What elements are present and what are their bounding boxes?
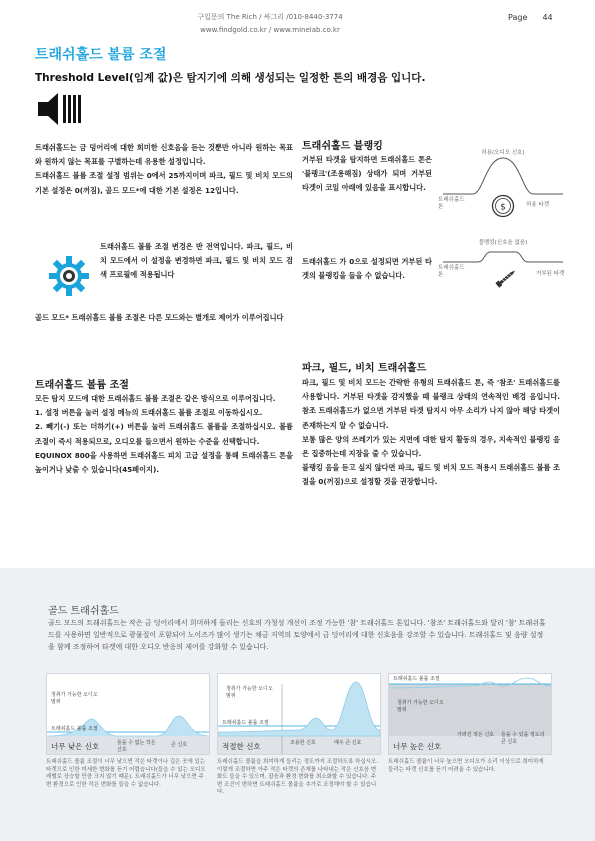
page-number-block — [508, 13, 553, 22]
reject-illustration — [438, 240, 568, 300]
step-2: 2. 빼기(-) 또는 더하기(+) 버튼을 눌러 트래쉬홀드 볼륨을 조절하십시오. 볼륨 조절이 즉시 적용되므로, 오디오를 들으면서 원하는 수준을 선택합니다. — [35, 422, 293, 446]
pfb-paragraph-2: 보통 많은 양의 쓰레기가 있는 지면에 대한 탐지 활동의 경우, 지속적인 블랭킹 음은 집중하는데 지장을 줄 수 있습니다. — [302, 434, 560, 459]
pfb-text — [302, 376, 560, 490]
chart3-caption: 트래쉬홀드 볼륨이 너무 높으면 오디오가 소리 이상으로 희미하게 들리는 타겟 신호를 듣기 어려울 수 있습니다. — [388, 759, 544, 773]
gold-mode-note: 골드 모드* 트래쉬홀드 볼륨 조절은 다른 모드와는 별개로 제어가 이루어집니다 — [35, 313, 284, 322]
chart2-small-label: 조용한 신호 — [290, 740, 316, 746]
chart2-label: 적절한 신호 — [222, 742, 261, 751]
chart3-small-label: 가려진 작은 신호 — [457, 732, 494, 738]
page-title: 트래쉬홀드 볼륨 조절 — [35, 47, 167, 63]
chart-too-high — [388, 673, 552, 755]
steps-intro: 모든 탐지 모드에 대한 트래쉬홀드 볼륨 조절은 같은 방식으로 이루어집니다. — [35, 394, 276, 403]
page-subtitle: Threshold Level(임계 값)은 탐지기에 의해 생성되는 일정한 톤의 배경음 입니다. — [35, 72, 426, 84]
page-number: 44 — [542, 13, 553, 22]
pfb-heading: 파크, 필드, 비치 트래쉬홀드 — [302, 363, 427, 374]
chart-too-low — [46, 673, 210, 755]
header-contact — [100, 11, 440, 37]
chart2-caption: 트래쉬홀드 볼륨을 희미하게 들리는 정도까지 조절하도록 하십시오. 이렇게 조절하면 아주 작은 타겟의 존재를 나타내는 작은 신호음 변화도 들을 수 있으며, 잡음과 환경 변화를 최소화할 수 있습니다. 주변 조건이 변하면 트래쉬홀드 볼륨을 추가로 조정해야 할 수 있습니다. — [217, 759, 379, 795]
range-paragraph: 트래쉬홀드 볼륨 조절 설정 범위는 0에서 25까지이며 파크, 필드 및 비치 모드의 기본 설정은 0(꺼짐), 골드 모드*에 대한 기본 설정은 12입니다. — [35, 171, 293, 195]
chart1-small-label: 들을 수 없는 작은 신호 — [117, 740, 156, 753]
blanking-text: 거부된 타겟을 탐지하면 트래쉬홀드 톤은 '블랭크'(조용해짐) 상태가 되며 거부된 타겟이 코일 아래에 있음을 표시합니다. — [302, 155, 432, 193]
pfb-paragraph-1: 파크, 필드 및 비치 모드는 간략한 유형의 트래쉬홀드 톤, 즉 '참조' 트래쉬홀드를 사용합니다. 거부된 타겟을 감지했을 때 블랭크 상태의 연속적인 배경 음입니다. 참조 트래쉬홀드가 없으면 거부된 타겟 탐지시 아무 소리가 나지 않아 해당 타겟이 존재하는지 알 수 없습니다. — [302, 378, 560, 430]
chart1-caption: 트래쉬홀드 볼륨 조절이 너무 낮으면 작은 타겟이나 깊은 곳에 있는 타겟으로 인한 미세한 변화를 듣기 어렵습니다(들을 수 있는 오디오 레벨로 상승할 만큼 크지 않기 때문). 트래쉬홀드가 너무 낮으면 주변 환경으로 인한 작은 변화를 들을 수 없습니다. — [46, 759, 206, 788]
svg-text:$: $ — [500, 202, 506, 213]
gold-threshold-title: 골드 트래쉬홀드 — [48, 606, 119, 617]
chart3-audible-label: 청취가 가능한 오디오 범위 — [397, 700, 444, 713]
volume-icon — [36, 90, 86, 128]
step-1: 1. 설정 버튼을 눌러 설정 메뉴의 트래쉬홀드 볼륨 조절로 이동하십시오. — [35, 408, 263, 418]
chart2-audible-label: 청취가 가능한 오디오 범위 — [226, 686, 273, 699]
coin-icon — [491, 194, 515, 218]
blanking-heading: 트래쉬홀드 블랭킹 — [302, 141, 383, 152]
chart1-audible-label: 청취가 가능한 오디오 범위 — [51, 692, 98, 705]
pfb-paragraph-3: 블랭킹 음을 듣고 싶지 않다면 파크, 필드 및 비치 모드 적용시 트래쉬홀드 볼륨 조절을 0(꺼짐)으로 설정할 것을 권장합니다. — [302, 463, 560, 487]
chart3-threshold-label: 트래쉬홀드 볼륨 조절 — [393, 676, 440, 682]
accept-illustration — [438, 150, 568, 230]
chart2-threshold-label: 트래쉬홀드 볼륨 조절 — [222, 720, 269, 726]
reject-left-label: 트래쉬홀드 톤 — [438, 265, 465, 278]
gold-threshold-text: 골드 모드의 트래쉬홀드는 작은 금 덩어리에서 희미하게 들리는 신호의 가청성 개선이 조정 가능한 '참' 트래쉬홀드 톤입니다. '참조' 트래쉬홀드와 달리 '참' 트래쉬홀드를 사용하면 일반적으로 광물질이 포함되어 노이즈가 많이 생기는 채금 지역의 토양에서 금 덩어리에 대한 신호음을 강조할 수 있습니다. 트래쉬홀드 및 음량 설정을 함께 조정하여 타겟에 대한 오디오 반응의 제어를 강화할 수 있습니다. — [48, 619, 546, 651]
threshold-volume-steps — [35, 392, 293, 477]
blanking-text-2: 트래쉬홀드 가 0으로 설정되면 거부된 타겟의 블랭킹을 들을 수 없습니다. — [302, 257, 432, 281]
semi-global-note: 트래쉬홀드 볼륨 조절 변경은 반 전역입니다. 파크, 필드, 비치 모드에서 이 설정을 변경하면 파크, 필드 및 비치 모드 검색 프로필에 적용됩니다 — [100, 242, 293, 280]
chart1-label: 너무 낮은 신호 — [51, 742, 100, 751]
chart1-large-label: 큰 신호 — [171, 742, 188, 748]
header-line-1: 구입문의 The Rich / 싸그리 /010-8440-3774 — [197, 13, 343, 21]
intro-paragraph: 트래쉬홀드는 금 덩어리에 대한 희미한 신호음을 듣는 것뿐만 아니라 원하는 목표와 원하지 않는 목표를 구별하는데 유용한 설정입니다. — [35, 143, 293, 167]
accept-top-label: 허용(오디오 신호) — [481, 150, 525, 156]
chart-appropriate — [217, 673, 381, 755]
settings-gear-icon — [48, 255, 90, 297]
screw-icon — [490, 264, 520, 294]
threshold-volume-heading: 트래쉬홀드 볼륨 조절 — [35, 380, 129, 391]
chart3-large-label: 들을 수 있을 정도의 큰 신호 — [501, 732, 545, 745]
page-label: Page — [508, 13, 528, 22]
accept-right-label: 허용 타겟 — [526, 202, 550, 208]
chart3-label: 너무 높은 신호 — [393, 742, 442, 751]
left-column-intro — [35, 141, 293, 198]
accept-left-label: 트래쉬홀드 톤 — [438, 197, 465, 210]
header-line-2: www.findgold.co.kr / www.minelab.co.kr — [200, 26, 340, 34]
chart2-large-label: 매우 큰 신호 — [334, 740, 362, 746]
reject-top-label: 블랭킹(신호음 없음) — [478, 240, 528, 246]
reject-right-label: 거부된 타겟 — [536, 271, 565, 277]
equinox-note: EQUINOX 800을 사용하면 트래쉬홀드 피치 고급 설정을 통해 트래쉬홀드 톤을 높이거나 낮출 수 있습니다(45페이지). — [35, 450, 293, 475]
chart1-threshold-label: 트래쉬홀드 볼륨 조절 — [51, 726, 98, 732]
